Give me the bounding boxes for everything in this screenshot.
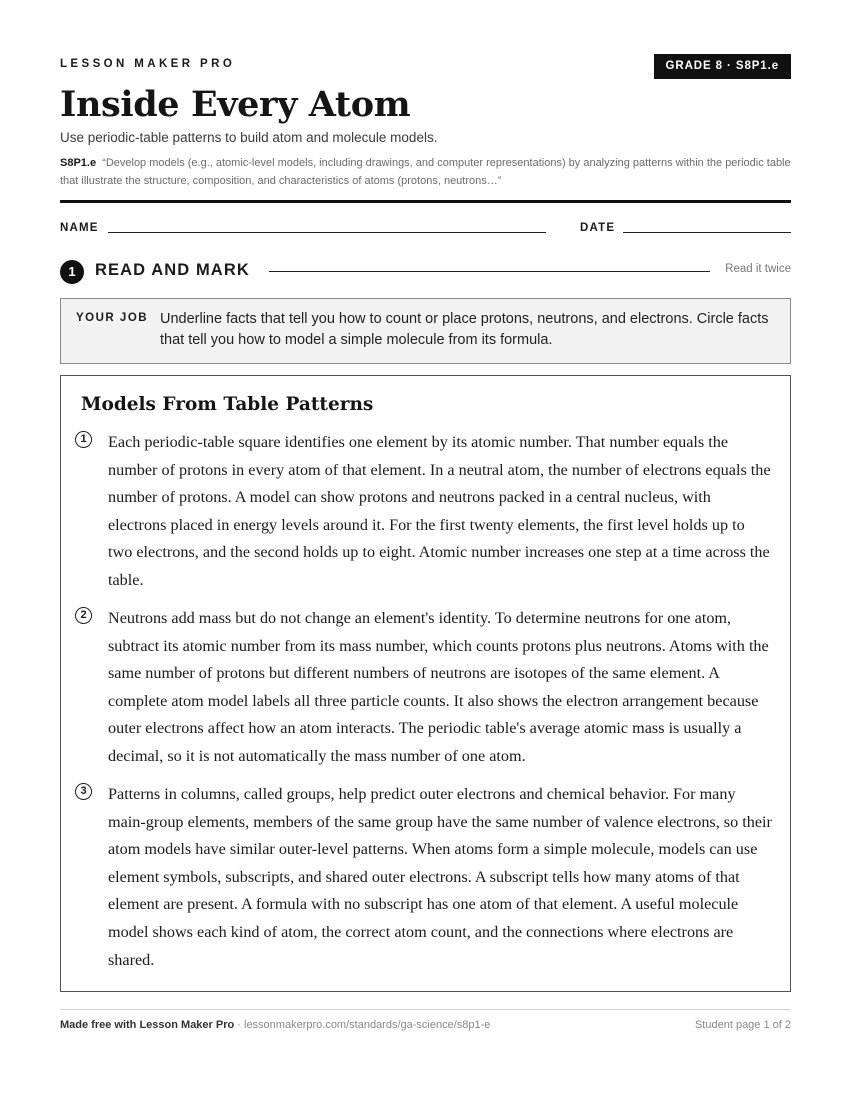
your-job-text: Underline facts that tell you how to count or place protons, neutrons, and electrons. Circle facts that tell you how to model a simple molecule from its formula. (160, 311, 769, 348)
paragraph-text: Patterns in columns, called groups, help predict outer electrons and chemical behavior. For many main-group elements, members of the same group have the same number of valence electrons, so their atom models have similar outer-level patterns. When atoms form a simple molecule, models can use element symbols, subscripts, and shared outer electrons. A subscript tells how many atoms of that element are present. A formula with no subscript has one atom of that element. A useful molecule model shows each kind of atom, the correct atom count, and the connections where electrons are shared. (108, 785, 772, 969)
name-label: NAME (60, 222, 99, 234)
footer-separator: · (234, 1019, 244, 1031)
page-title: Inside Every Atom (60, 84, 411, 125)
passage-title: Models From Table Patterns (81, 394, 374, 415)
paragraph-text: Neutrons add mass but do not change an element's identity. To determine neutrons for one atom, subtract its atomic number from its mass number, which counts protons plus neutrons. Atoms with the same number of protons but different numbers of neutrons are isotopes of the same element. A complete atom model labels all three particle counts. It also shows the electron arrangement because outer electrons affect how an atom interacts. The periodic table's average atomic mass is usually a decimal, so it is not automatically the mass number of one atom. (108, 609, 769, 765)
footer-divider (60, 1009, 791, 1010)
standard-description (60, 155, 791, 190)
reading-passage (60, 375, 791, 992)
section-divider (269, 271, 710, 272)
standard-code: S8P1.e (60, 157, 97, 169)
footer-made-with: Made free with Lesson Maker Pro (60, 1019, 235, 1031)
your-job-box (60, 298, 791, 364)
grade-badge: GRADE 8 · S8P1.e (654, 54, 791, 79)
your-job-label: YOUR JOB (76, 312, 149, 324)
paragraph-text: Each periodic-table square identifies one element by its atomic number. That number equals the number of protons in every atom of that element. In a neutral atom, the number of electrons equals the number of protons. A model can show protons and neutrons packed in a central nucleus, with electrons placed in energy levels around it. For the first twenty elements, the first level holds up to two electrons, and the second holds up to eight. Atomic number increases one step at a time across the table. (108, 433, 771, 589)
footer-url[interactable]: lessonmakerpro.com/standards/ga-science/s8p1-e (244, 1019, 491, 1031)
footer-credit (60, 1019, 490, 1031)
name-field[interactable] (108, 232, 546, 233)
standard-text: “Develop models (e.g., atomic-level models, including drawings, and computer representations) by analyzing patterns within the periodic table that illustrate the structure, composition, and characteristics of atoms (protons, neutrons…” (60, 157, 791, 187)
page-subtitle: Use periodic-table patterns to build atom and molecule models. (60, 130, 438, 145)
date-field[interactable] (623, 232, 791, 233)
paragraph-number: 3 (75, 783, 92, 800)
brand-name: LESSON MAKER PRO (60, 58, 236, 70)
section-title: READ AND MARK (95, 261, 250, 279)
paragraph-number: 1 (75, 431, 92, 448)
footer-page-label: Student page 1 of 2 (694, 1019, 791, 1031)
section-hint: Read it twice (725, 263, 791, 275)
section-number-badge: 1 (60, 260, 84, 284)
date-label: DATE (580, 222, 616, 234)
header-divider (60, 200, 791, 203)
paragraph-number: 2 (75, 607, 92, 624)
